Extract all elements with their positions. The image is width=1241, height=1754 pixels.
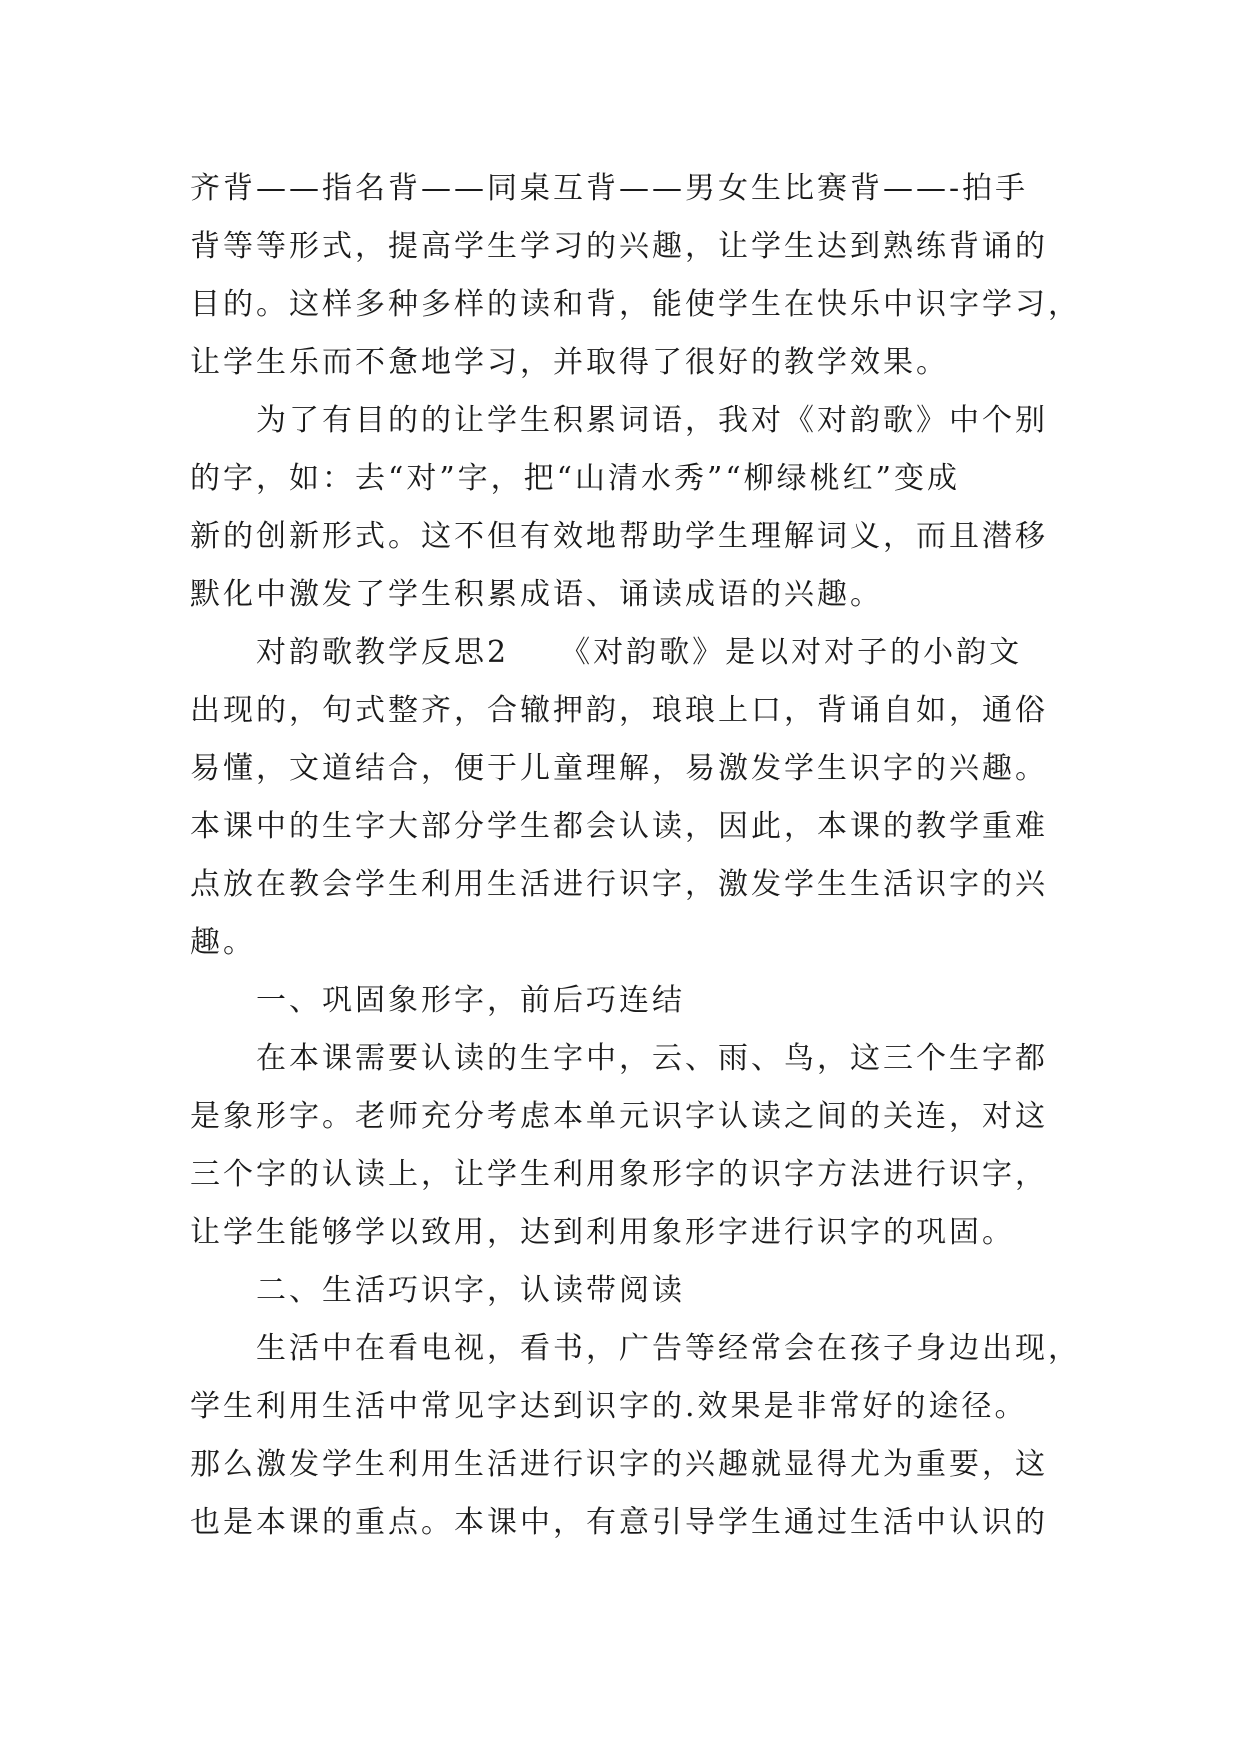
section-heading: 二、生活巧识字，认读带阅读 <box>256 1273 685 1308</box>
paragraph-start-line: 对韵歌教学反思2 《对韵歌》是以对对子的小韵文 <box>256 635 1023 670</box>
text-line: 让学生乐而不惫地学习，并取得了很好的教学效果。 <box>190 345 949 380</box>
section-heading: 一、巩固象形字，前后巧连结 <box>256 983 685 1018</box>
text-line: 新的创新形式。这不但有效地帮助学生理解词义，而且潜移 <box>190 519 1048 554</box>
text-line: 齐背——指名背——同桌互背——男女生比赛背——-拍手 <box>190 171 1029 206</box>
text-line: 背等等形式，提高学生学习的兴趣，让学生达到熟练背诵的 <box>190 229 1048 264</box>
text-line: 默化中激发了学生积累成语、诵读成语的兴趣。 <box>190 577 883 612</box>
document-body <box>190 160 1081 1552</box>
paragraph-start-line: 生活中在看电视，看书，广告等经常会在孩子身边出现， <box>256 1331 1081 1366</box>
paragraph-start-line: 为了有目的的让学生积累词语，我对《对韵歌》中个别 <box>256 403 1048 438</box>
text-line: 让学生能够学以致用，达到利用象形字进行识字的巩固。 <box>190 1215 1015 1250</box>
text-line: 趣。 <box>190 925 256 960</box>
text-line: 本课中的生字大部分学生都会认读，因此，本课的教学重难 <box>190 809 1048 844</box>
text-line: 三个字的认读上，让学生利用象形字的识字方法进行识字， <box>190 1157 1048 1192</box>
text-line: 学生利用生活中常见字达到识字的.效果是非常好的途径。 <box>190 1389 1028 1424</box>
text-line: 目的。这样多种多样的读和背，能使学生在快乐中识字学习， <box>190 287 1081 322</box>
text-line: 易懂，文道结合，便于儿童理解，易激发学生识字的兴趣。 <box>190 751 1048 786</box>
paragraph-start-line: 在本课需要认读的生字中，云、雨、鸟，这三个生字都 <box>256 1041 1048 1076</box>
text-line: 也是本课的重点。本课中，有意引导学生通过生活中认识的 <box>190 1505 1048 1540</box>
text-line: 是象形字。老师充分考虑本单元识字认读之间的关连，对这 <box>190 1099 1048 1134</box>
text-line: 点放在教会学生利用生活进行识字，激发学生生活识字的兴 <box>190 867 1048 902</box>
text-line: 的字，如：去“对”字，把“山清水秀”“柳绿桃红”变成 <box>190 461 961 496</box>
text-line: 那么激发学生利用生活进行识字的兴趣就显得尤为重要，这 <box>190 1447 1048 1482</box>
text-line: 出现的，句式整齐，合辙押韵，琅琅上口，背诵自如，通俗 <box>190 693 1048 728</box>
